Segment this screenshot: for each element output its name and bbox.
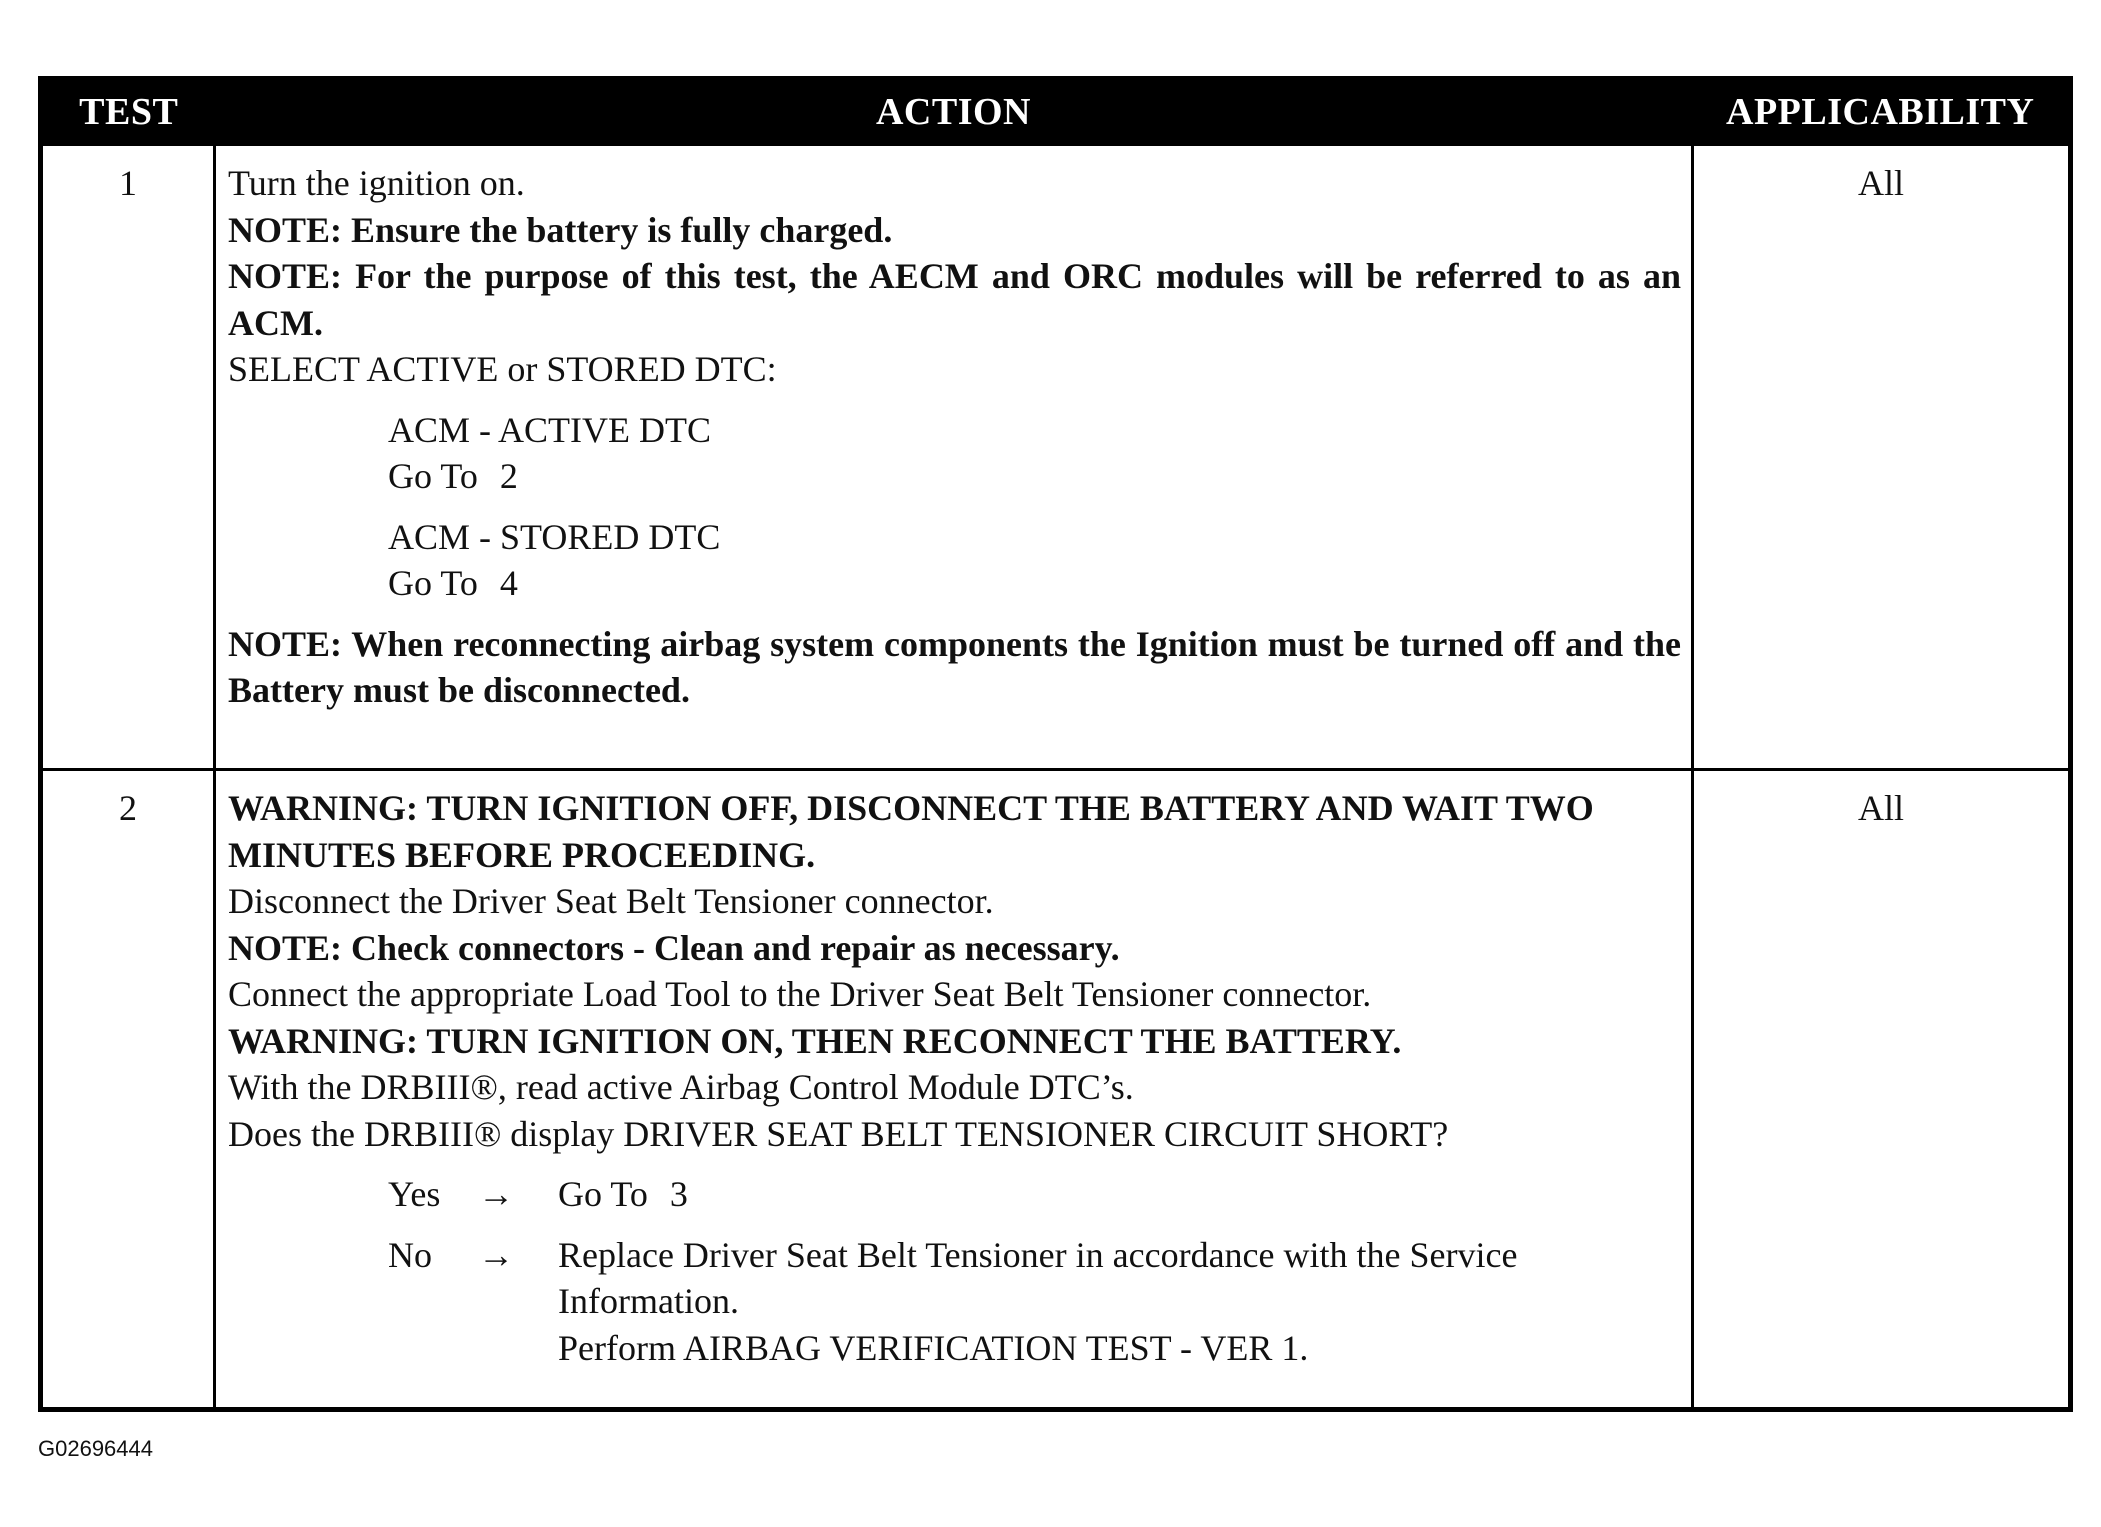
table-body (41, 145, 2071, 1410)
goto-target: 3 (669, 1174, 688, 1214)
diagnostic-test-table (38, 76, 2073, 1412)
test-number-cell: 1 (41, 145, 215, 770)
goto-target: 4 (499, 563, 518, 603)
applicability-cell: All (1693, 145, 2071, 770)
answer-body (558, 1232, 1681, 1372)
action-note: NOTE: When reconnecting airbag system components the Ignition must be turned off and the Battery must be disconnected. (228, 623, 1681, 710)
action-step: Disconnect the Driver Seat Belt Tensioner connector. (228, 881, 994, 921)
goto-target: 2 (499, 456, 518, 496)
action-warning: WARNING: TURN IGNITION OFF, DISCONNECT THE BATTERY AND WAIT TWO MINUTES BEFORE PROCEEDING. (228, 788, 1594, 875)
action-note: NOTE: For the purpose of this test, the AECM and ORC modules will be referred to as an ACM. (228, 256, 1681, 343)
action-note: NOTE: Ensure the battery is fully charged. (228, 209, 893, 250)
action-cell (215, 145, 1693, 770)
table-row (41, 770, 2071, 1410)
action-cell (215, 770, 1693, 1410)
answer-label: Yes (388, 1174, 441, 1214)
header-action: ACTION (215, 79, 1693, 145)
header-applicability: APPLICABILITY (1693, 79, 2071, 145)
action-step: Turn the ignition on. (228, 163, 525, 203)
goto-label: Go To (558, 1174, 648, 1214)
goto-label: Go To (388, 563, 478, 603)
table-row (41, 145, 2071, 770)
answer-no (388, 1232, 1681, 1372)
right-arrow-icon: → (478, 1234, 514, 1275)
answer-goto (558, 1171, 1681, 1218)
action-step: Connect the appropriate Load Tool to the Driver Seat Belt Tensioner connector. (228, 974, 1372, 1014)
action-note: NOTE: Check connectors - Clean and repair as necessary. (228, 927, 1120, 968)
table-header (41, 79, 2071, 145)
figure-id: G02696444 (38, 1436, 153, 1461)
action-question: Does the DRBIII® display DRIVER SEAT BELT TENSIONER CIRCUIT SHORT? (228, 1113, 1449, 1154)
action-step: SELECT ACTIVE or STORED DTC: (228, 349, 777, 389)
option-goto (388, 560, 1681, 607)
answer-text: Perform AIRBAG VERIFICATION TEST - VER 1. (558, 1327, 1309, 1368)
header-test: TEST (41, 79, 215, 145)
answer-text: Replace Driver Seat Belt Tensioner in accordance with the Service Information. (558, 1234, 1518, 1321)
option-label: ACM - ACTIVE DTC (388, 409, 711, 450)
option-goto (388, 453, 1681, 500)
applicability-cell: All (1693, 770, 2071, 1410)
action-warning: WARNING: TURN IGNITION ON, THEN RECONNECT THE BATTERY. (228, 1020, 1402, 1061)
answer-label: No (388, 1234, 432, 1275)
test-number-cell: 2 (41, 770, 215, 1410)
action-step: With the DRBIII®, read active Airbag Control Module DTC’s. (228, 1067, 1134, 1107)
goto-label: Go To (388, 456, 478, 496)
right-arrow-icon: → (478, 1174, 514, 1214)
answer-yes (388, 1171, 1681, 1218)
header-row (41, 79, 2071, 145)
option-label: ACM - STORED DTC (388, 516, 721, 557)
